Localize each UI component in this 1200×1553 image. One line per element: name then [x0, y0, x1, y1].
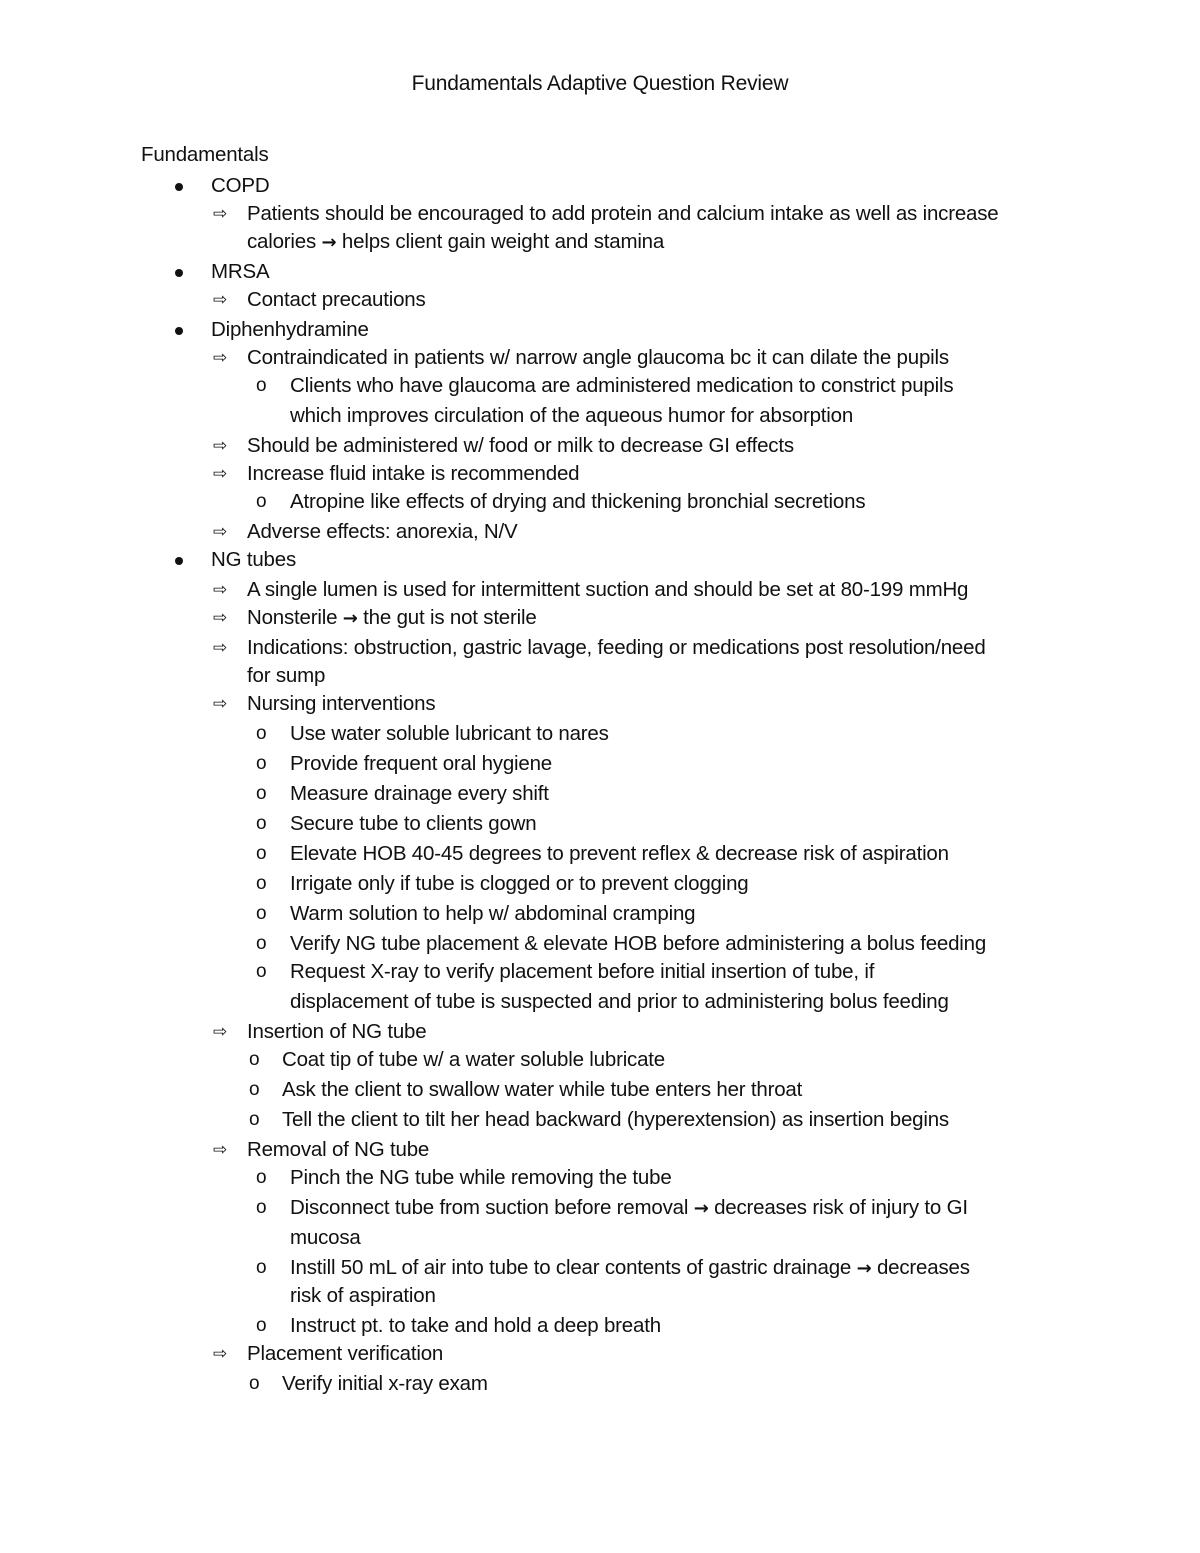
list-item-text: Patients should be encouraged to add protein and calcium intake as well as increase	[247, 202, 999, 225]
circle-bullet-icon: o	[256, 933, 267, 954]
list-item-text	[290, 1194, 968, 1223]
list-item-text: Should be administered w/ food or milk to decrease GI effects	[247, 434, 794, 457]
list-item-text: Ask the client to swallow water while tube enters her throat	[282, 1078, 803, 1101]
arrow-bullet-icon: ⇨	[213, 348, 228, 368]
circle-bullet-icon: o	[256, 723, 267, 744]
list-item-text: displacement of tube is suspected and prior to administering bolus feeding	[290, 990, 949, 1013]
circle-bullet-icon: o	[249, 1079, 260, 1100]
arrow-bullet-icon: ⇨	[213, 204, 228, 224]
list-item-text: Removal of NG tube	[247, 1138, 430, 1161]
right-arrow-icon: →	[856, 1258, 872, 1279]
list-item-text: Instruct pt. to take and hold a deep breath	[290, 1314, 661, 1337]
arrow-bullet-icon: ⇨	[213, 464, 228, 484]
section-heading: Fundamentals	[141, 143, 269, 166]
list-item-text: Tell the client to tilt her head backward (hyperextension) as insertion begins	[282, 1108, 949, 1131]
list-item-text: NG tubes	[211, 548, 296, 571]
text-segment: Nonsterile	[247, 606, 343, 629]
list-item-text: Atropine like effects of drying and thickening bronchial secretions	[290, 490, 866, 513]
circle-bullet-icon: o	[249, 1373, 260, 1394]
list-item-text: Use water soluble lubricant to nares	[290, 722, 609, 745]
page-title: Fundamentals Adaptive Question Review	[411, 72, 789, 95]
arrow-bullet-icon: ⇨	[213, 1344, 228, 1364]
list-item-text: Coat tip of tube w/ a water soluble lubricate	[282, 1048, 665, 1071]
list-item-text: mucosa	[290, 1226, 361, 1249]
text-segment: helps client gain weight and stamina	[336, 230, 665, 253]
circle-bullet-icon: o	[256, 1257, 267, 1278]
circle-bullet-icon: o	[256, 491, 267, 512]
list-item-text: Insertion of NG tube	[247, 1020, 427, 1043]
list-item-text: Nursing interventions	[247, 692, 436, 715]
arrow-bullet-icon: ⇨	[213, 522, 228, 542]
list-item-text: for sump	[247, 664, 326, 687]
list-item-text: Contraindicated in patients w/ narrow angle glaucoma bc it can dilate the pupils	[247, 346, 949, 369]
bullet-icon	[175, 327, 183, 335]
list-item-text: Measure drainage every shift	[290, 782, 549, 805]
arrow-bullet-icon: ⇨	[213, 290, 228, 310]
list-item-text: MRSA	[211, 260, 270, 283]
list-item-text: Diphenhydramine	[211, 318, 369, 341]
list-item-text	[247, 604, 537, 633]
list-item-text: Adverse effects: anorexia, N/V	[247, 520, 518, 543]
circle-bullet-icon: o	[249, 1049, 260, 1070]
list-item-text: Irrigate only if tube is clogged or to prevent clogging	[290, 872, 749, 895]
arrow-bullet-icon: ⇨	[213, 580, 228, 600]
arrow-bullet-icon: ⇨	[213, 1022, 228, 1042]
list-item-text: Elevate HOB 40-45 degrees to prevent reflex & decrease risk of aspiration	[290, 842, 949, 865]
bullet-icon	[175, 183, 183, 191]
right-arrow-icon: →	[693, 1198, 709, 1219]
right-arrow-icon: →	[342, 608, 358, 629]
list-item-text: Verify initial x-ray exam	[282, 1372, 488, 1395]
circle-bullet-icon: o	[249, 1109, 260, 1130]
circle-bullet-icon: o	[256, 961, 267, 982]
list-item-text: Verify NG tube placement & elevate HOB before administering a bolus feeding	[290, 932, 987, 955]
circle-bullet-icon: o	[256, 375, 267, 396]
text-segment: Disconnect tube from suction before removal	[290, 1196, 694, 1219]
arrow-bullet-icon: ⇨	[213, 638, 228, 658]
list-item-text: risk of aspiration	[290, 1284, 436, 1307]
arrow-bullet-icon: ⇨	[213, 608, 228, 628]
list-item-text: A single lumen is used for intermittent suction and should be set at 80-199 mmHg	[247, 578, 969, 601]
list-item-text: Clients who have glaucoma are administered medication to constrict pupils	[290, 374, 954, 397]
text-segment: decreases	[871, 1256, 970, 1279]
text-segment: calories	[247, 230, 322, 253]
list-item-text: Pinch the NG tube while removing the tube	[290, 1166, 672, 1189]
right-arrow-icon: →	[321, 232, 337, 253]
arrow-bullet-icon: ⇨	[213, 1140, 228, 1160]
list-item-text: COPD	[211, 174, 270, 197]
list-item-text: Provide frequent oral hygiene	[290, 752, 553, 775]
circle-bullet-icon: o	[256, 1315, 267, 1336]
circle-bullet-icon: o	[256, 813, 267, 834]
list-item-text: Secure tube to clients gown	[290, 812, 537, 835]
text-segment: decreases risk of injury to GI	[708, 1196, 968, 1219]
circle-bullet-icon: o	[256, 783, 267, 804]
list-item-text	[290, 1254, 970, 1283]
circle-bullet-icon: o	[256, 843, 267, 864]
list-item-text: Contact precautions	[247, 288, 426, 311]
list-item-text: Request X-ray to verify placement before initial insertion of tube, if	[290, 960, 875, 983]
bullet-icon	[175, 269, 183, 277]
list-item-text: Indications: obstruction, gastric lavage, feeding or medications post resolution/need	[247, 636, 986, 659]
list-item-text: Warm solution to help w/ abdominal cramping	[290, 902, 696, 925]
list-item-text: Increase fluid intake is recommended	[247, 462, 580, 485]
arrow-bullet-icon: ⇨	[213, 694, 228, 714]
list-item-text: which improves circulation of the aqueous humor for absorption	[290, 404, 854, 427]
list-item-text: Placement verification	[247, 1342, 444, 1365]
circle-bullet-icon: o	[256, 1167, 267, 1188]
circle-bullet-icon: o	[256, 753, 267, 774]
circle-bullet-icon: o	[256, 903, 267, 924]
text-segment: the gut is not sterile	[357, 606, 537, 629]
bullet-icon	[175, 557, 183, 565]
circle-bullet-icon: o	[256, 873, 267, 894]
text-segment: Instill 50 mL of air into tube to clear contents of gastric drainage	[290, 1256, 857, 1279]
arrow-bullet-icon: ⇨	[213, 436, 228, 456]
list-item-text	[247, 228, 664, 257]
circle-bullet-icon: o	[256, 1197, 267, 1218]
